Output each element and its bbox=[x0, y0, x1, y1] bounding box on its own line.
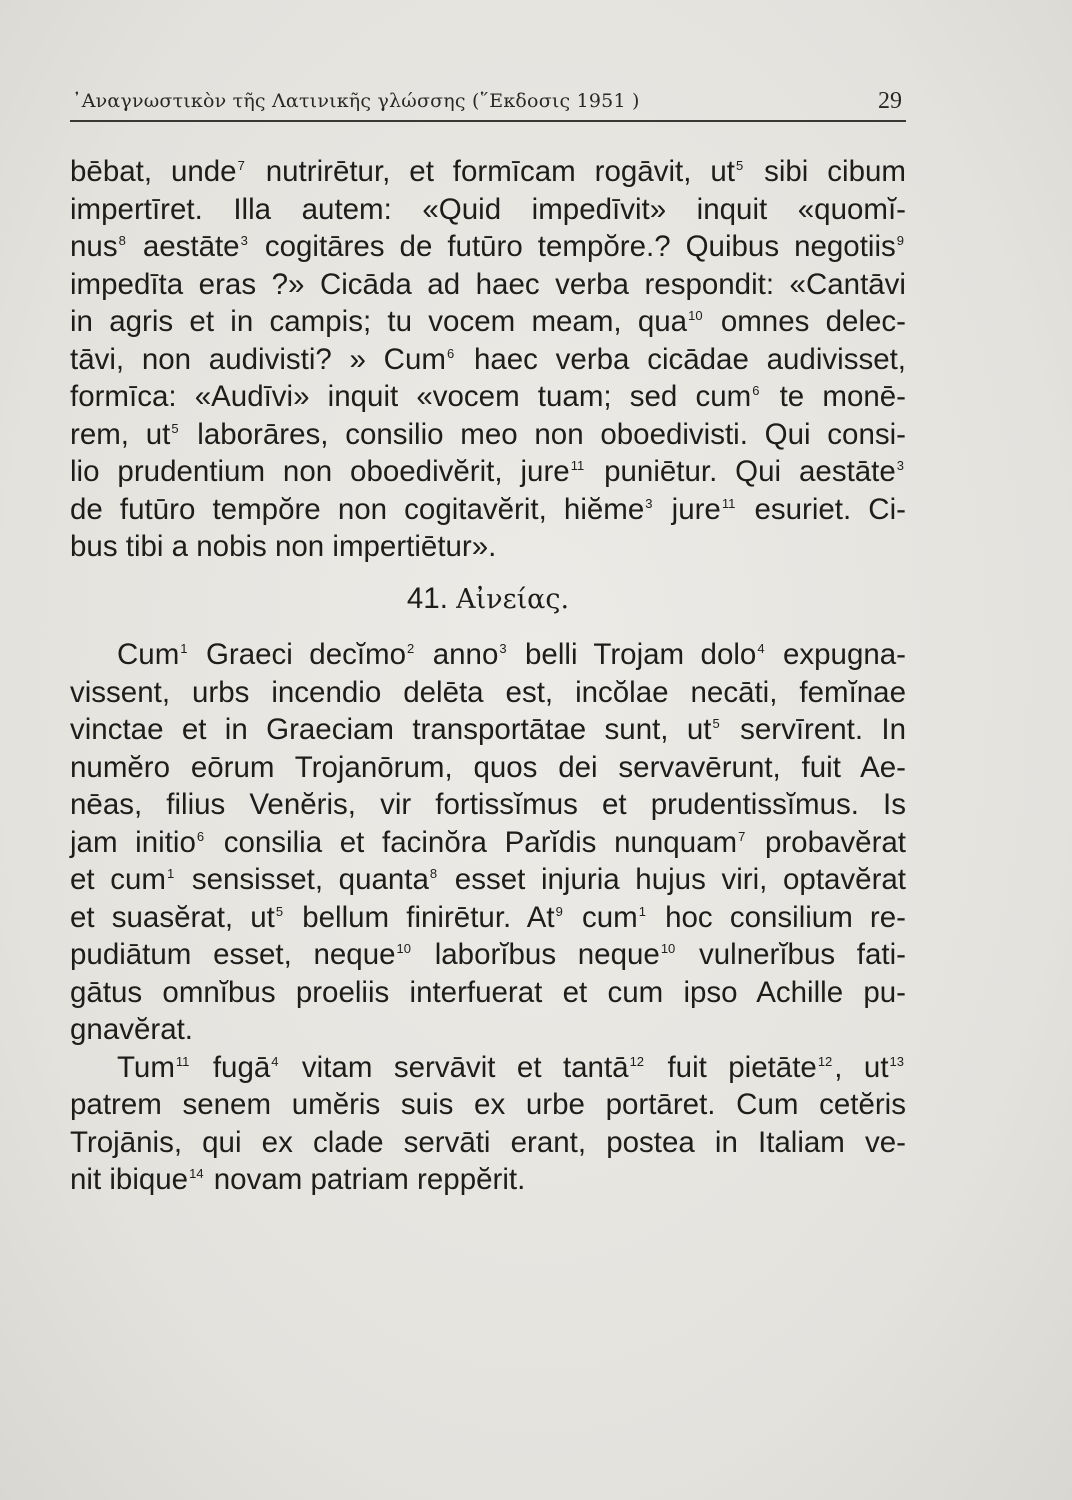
footnote-marker: 6 bbox=[446, 345, 455, 361]
text-run: gātus omnĭbus proeliis interfuerat et cum ipso Achille pu- bbox=[70, 975, 906, 1009]
footnote-marker: 14 bbox=[189, 1166, 204, 1181]
text-run: tāvi, non audivisti? » Cum bbox=[70, 342, 446, 376]
text-run: consilia et facinŏra Parĭdis nunquam bbox=[206, 825, 738, 859]
text-run: anno bbox=[416, 638, 499, 671]
text-line bbox=[70, 1161, 906, 1199]
text-run: in agris et in campis; tu vocem meam, qua bbox=[70, 305, 688, 338]
text-run: vinctae et in Graeciam transportātae sunt, ut bbox=[70, 713, 712, 746]
footnote-marker: 11 bbox=[175, 1053, 190, 1069]
text-run: novam patriam reppĕrit. bbox=[205, 1163, 526, 1196]
text-line bbox=[70, 636, 906, 674]
footnote-marker: 11 bbox=[721, 495, 736, 511]
footnote-marker: 6 bbox=[196, 828, 205, 844]
body-text bbox=[70, 153, 906, 1199]
text-run: vitam servāvit et tantā bbox=[280, 1050, 629, 1084]
text-run: bēbat, unde bbox=[70, 155, 237, 188]
text-run: Trojānis, qui ex clade servāti erant, postea in Italiam ve- bbox=[70, 1125, 906, 1159]
text-run: laborĭbus neque bbox=[413, 938, 660, 971]
text-line bbox=[70, 153, 906, 191]
text-run: vulnerĭbus fati- bbox=[677, 938, 906, 971]
text-run: et suasĕrat, ut bbox=[70, 900, 275, 934]
text-run: impedīta eras ?» Cicāda ad haec verba respondit: «Cantāvi bbox=[70, 267, 906, 301]
footnote-marker: 6 bbox=[752, 383, 760, 398]
text-run: , ut bbox=[834, 1050, 889, 1084]
footnote-marker: 8 bbox=[118, 233, 126, 248]
text-line bbox=[70, 266, 906, 304]
text-line bbox=[70, 1011, 906, 1049]
paragraph-aeneas bbox=[70, 636, 906, 1049]
text-run: rem, ut bbox=[70, 417, 171, 451]
text-run: hoc consilium re- bbox=[647, 900, 906, 934]
text-line bbox=[70, 936, 906, 974]
text-line bbox=[70, 416, 906, 454]
text-run: pudiātum esset, neque bbox=[70, 938, 396, 971]
footnote-marker: 5 bbox=[735, 158, 744, 173]
text-run: de futūro tempŏre non cogitavĕrit, hiĕme bbox=[70, 492, 645, 526]
page-header bbox=[70, 84, 906, 122]
text-run: aestāte bbox=[127, 230, 240, 263]
section-title: Αἰνείας. bbox=[456, 583, 570, 615]
text-run: nus bbox=[70, 230, 118, 263]
footnote-marker: 3 bbox=[240, 233, 248, 248]
text-line bbox=[70, 861, 906, 899]
text-run: gnavĕrat. bbox=[70, 1013, 193, 1046]
text-line bbox=[70, 749, 906, 787]
text-run: nēas, filius Venĕris, vir fortissĭmus et prudentissĭmus. Is bbox=[70, 788, 906, 821]
text-line bbox=[70, 528, 906, 566]
footnote-marker: 10 bbox=[660, 941, 676, 956]
footnote-marker: 5 bbox=[712, 716, 720, 731]
text-line bbox=[70, 453, 906, 491]
running-head: ᾿Αναγνωστικὸν τῆς Λατινικῆς γλώσσης (῞Εκδοσις 1951 ) bbox=[72, 90, 640, 112]
text-run: omnes delec- bbox=[704, 305, 906, 338]
footnote-marker: 1 bbox=[180, 641, 188, 656]
footnote-marker: 3 bbox=[896, 458, 905, 473]
text-run: servīrent. In bbox=[721, 713, 907, 746]
text-run: sensisset, quanta bbox=[176, 863, 429, 896]
text-run: fugā bbox=[191, 1050, 271, 1084]
text-run: haec verba cicādae audivisset, bbox=[456, 342, 906, 376]
text-run: bus tibi a nobis non impertiētur». bbox=[70, 530, 497, 563]
text-line bbox=[70, 974, 906, 1012]
text-run: probavĕrat bbox=[747, 825, 906, 859]
footnote-marker: 12 bbox=[629, 1053, 645, 1069]
footnote-marker: 3 bbox=[499, 641, 507, 656]
footnote-marker: 8 bbox=[429, 866, 438, 881]
page-number: 29 bbox=[878, 88, 902, 114]
text-run: Cum bbox=[117, 638, 180, 671]
footnote-marker: 10 bbox=[688, 308, 703, 323]
text-run: et cum bbox=[70, 863, 166, 896]
text-line bbox=[70, 378, 906, 416]
text-run: te monē- bbox=[761, 380, 906, 413]
text-run: vissent, urbs incendio delēta est, incŏlae necāti, femĭnae bbox=[70, 675, 906, 709]
text-line bbox=[70, 491, 906, 529]
footnote-marker: 11 bbox=[570, 458, 585, 473]
footnote-marker: 5 bbox=[275, 903, 284, 919]
text-run: esuriet. Ci- bbox=[737, 492, 906, 526]
text-run: Graeci decĭmo bbox=[189, 638, 407, 671]
text-run: puniētur. Qui aestāte bbox=[586, 455, 896, 488]
footnote-marker: 3 bbox=[645, 495, 653, 511]
text-run: sibi cibum bbox=[745, 155, 906, 188]
text-line bbox=[70, 824, 906, 862]
text-line bbox=[70, 786, 906, 824]
text-line bbox=[70, 303, 906, 341]
text-run: cum bbox=[564, 900, 638, 934]
text-run: jure bbox=[654, 492, 721, 526]
footnote-marker: 5 bbox=[171, 420, 179, 436]
footnote-marker: 9 bbox=[555, 903, 563, 919]
footnote-marker: 7 bbox=[738, 828, 746, 844]
text-line bbox=[70, 1124, 906, 1162]
text-run: patrem senem umĕris suis ex urbe portāret. Cum cetĕris bbox=[70, 1088, 906, 1121]
footnote-marker: 12 bbox=[817, 1053, 833, 1069]
footnote-marker: 1 bbox=[638, 903, 646, 919]
text-run: Tum bbox=[117, 1050, 175, 1084]
text-line bbox=[70, 1086, 906, 1124]
text-run: bellum finirētur. At bbox=[285, 900, 555, 934]
text-run: cogitāres de futūro tempŏre.? Quibus negotiis bbox=[249, 230, 896, 263]
footnote-marker: 4 bbox=[271, 1053, 279, 1069]
text-run: nit ibique bbox=[70, 1163, 189, 1196]
paragraph-fable-ending bbox=[70, 153, 906, 566]
footnote-marker: 7 bbox=[237, 158, 245, 173]
text-run: esset injuria hujus viri, optavĕrat bbox=[439, 863, 907, 896]
footnote-marker: 10 bbox=[396, 941, 411, 956]
text-run: fuit pietāte bbox=[646, 1050, 817, 1084]
text-run: belli Trojam dolo bbox=[508, 638, 757, 671]
footnote-marker: 1 bbox=[166, 866, 175, 881]
text-run: laborāres, consilio meo non oboedivisti. Qui consi- bbox=[180, 417, 906, 451]
text-run: nutrirētur, et formīcam rogāvit, ut bbox=[246, 155, 735, 188]
text-line bbox=[70, 674, 906, 712]
text-line bbox=[70, 1049, 906, 1087]
paragraph-aeneas-flight bbox=[70, 1049, 906, 1199]
text-run: formīca: «Audīvi» inquit «vocem tuam; sed cum bbox=[70, 380, 752, 413]
text-run: numĕro eōrum Trojanōrum, quos dei servavērunt, fuit Ae- bbox=[70, 750, 906, 784]
footnote-marker: 4 bbox=[757, 641, 765, 656]
section-number: 41. bbox=[406, 581, 448, 615]
text-run: jam initio bbox=[70, 825, 196, 859]
text-line bbox=[70, 341, 906, 379]
footnote-marker: 9 bbox=[896, 233, 904, 248]
section-heading bbox=[70, 580, 906, 618]
text-line bbox=[70, 711, 906, 749]
footnote-marker: 13 bbox=[889, 1053, 904, 1069]
text-run: expugna- bbox=[766, 638, 906, 671]
text-line bbox=[70, 899, 906, 937]
text-run: impertīret. Illa autem: «Quid impedīvit» inquit «quomĭ- bbox=[70, 192, 906, 226]
footnote-marker: 2 bbox=[407, 641, 415, 656]
text-line bbox=[70, 228, 906, 266]
text-line bbox=[70, 191, 906, 229]
text-run: lio prudentium non oboedivĕrit, jure bbox=[70, 455, 570, 488]
